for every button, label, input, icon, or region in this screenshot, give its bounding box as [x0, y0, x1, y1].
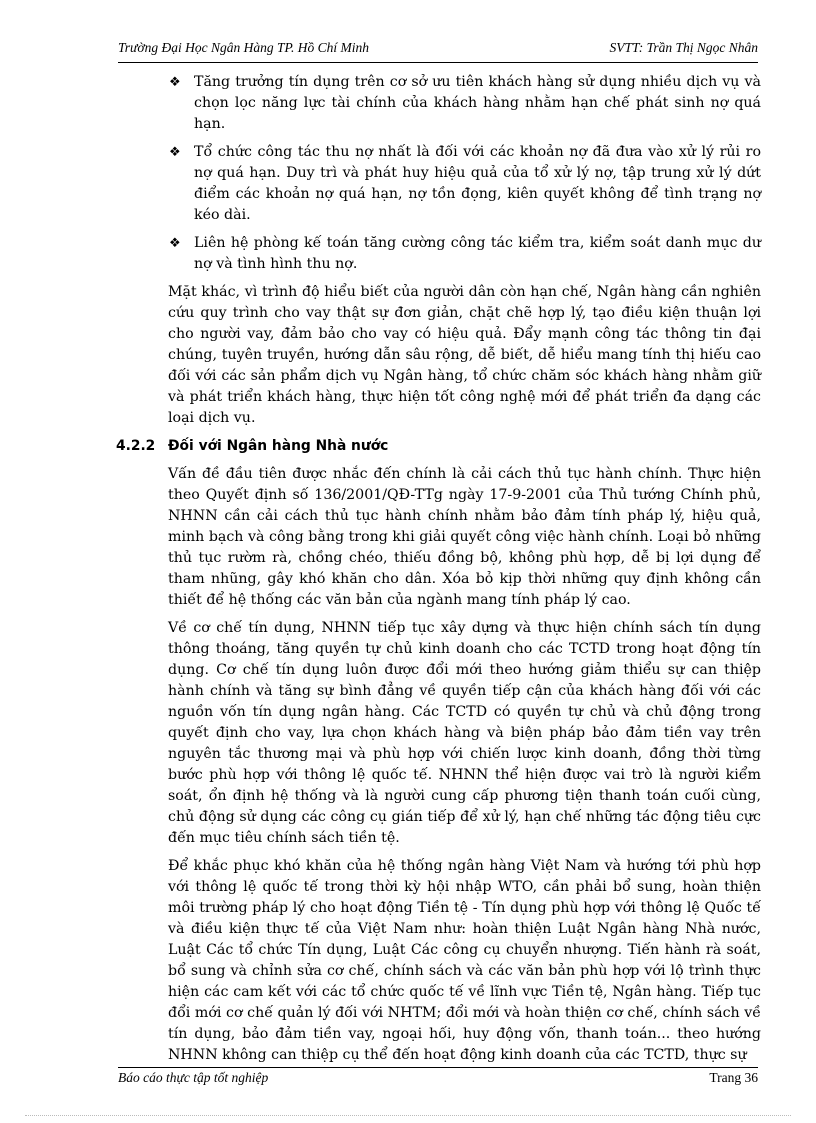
paragraph: Về cơ chế tín dụng, NHNN tiếp tục xây dựng và thực hiện chính sách tín dụng thông thoáng, tăng quyền tự chủ kinh doanh cho các TCTD trong hoạt động tín dụng. Cơ chế tín dụng luôn được đổi mới theo hướng giảm thiểu sự can thiệp hành chính và tăng sự bình đẳng về quyền tiếp cận của khách hàng đối với các nguồn vốn tín dụng ngân hàng. Các TCTD có quyền tự chủ và chủ động trong quyết định cho vay, lựa chọn khách hàng và biện pháp bảo đảm tiền vay trên nguyên tắc thương mại và phù hợp với chiến lược kinh doanh, đồng thời từng bước phù hợp với thông lệ quốc tế. NHNN thể hiện được vai trò là người kiểm soát, ổn định hệ thống và là người cung cấp phương tiện thanh toán cuối cùng, chủ động sử dụng các công cụ gián tiếp để xử lý, hạn chế những tác động tiêu cực đến mục tiêu chính sách tiền tệ. — [168, 620, 761, 846]
list-item — [116, 142, 761, 226]
page-body — [116, 72, 761, 1073]
footer-divider — [118, 1067, 758, 1068]
diamond-bullet-icon: ❖ — [169, 75, 181, 90]
diamond-bullet-icon: ❖ — [169, 236, 181, 251]
list-item — [116, 233, 761, 275]
paragraph: Để khắc phục khó khăn của hệ thống ngân hàng Việt Nam và hướng tới phù hợp với thông lệ quốc tế trong thời kỳ hội nhập WTO, cần phải bổ sung, hoàn thiện môi trường pháp lý cho hoạt động Tiền tệ - Tín dụng phù hợp với thông lệ Quốc tế và điều kiện thực tế của Việt Nam như: hoàn thiện Luật Ngân hàng Nhà nước, Luật Các tổ chức Tín dụng, Luật Các công cụ chuyển nhượng. Tiến hành rà soát, bổ sung và chỉnh sửa cơ chế, chính sách và các văn bản phù hợp với lộ trình thực hiện các cam kết với các tổ chức quốc tế về lĩnh vực Tiền tệ, Ngân hàng. Tiếp tục đổi mới cơ chế quản lý đối với NHTM; đổi mới và hoàn thiện cơ chế, chính sách về tín dụng, bảo đảm tiền vay, ngoại hối, huy động vốn, thanh toán... theo hướng NHNN không can thiệp cụ thể đến hoạt động kinh doanh của các TCTD, thực sự — [168, 858, 761, 1063]
bullet-text: Tổ chức công tác thu nợ nhất là đối với các khoản nợ đã đưa vào xử lý rủi ro nợ quá hạn. Duy trì và phát huy hiệu quả của tổ xử lý nợ, tập trung xử lý dứt điểm các khoản nợ quá hạn, nợ tồn đọng, kiên quyết không để tình trạng nợ kéo dài. — [194, 144, 761, 223]
list-item — [116, 72, 761, 135]
footer-report-title: Báo cáo thực tập tốt nghiệp — [118, 1070, 269, 1085]
paragraph: Vấn đề đầu tiên được nhắc đến chính là cải cách thủ tục hành chính. Thực hiện theo Quyết định số 136/2001/QĐ-TTg ngày 17-9-2001 của Thủ tướng Chính phủ, NHNN cần cải cách thủ tục hành chính nhằm bảo đảm tính pháp lý, hiệu quả, minh bạch và công bằng trong khi giải quyết công việc hành chính. Loại bỏ những thủ tục rườm rà, chồng chéo, thiếu đồng bộ, không phù hợp, dễ bị lợi dụng để tham nhũng, gây khó khăn cho dân. Xóa bỏ kịp thời những quy định không cần thiết để hệ thống các văn bản của ngành mang tính pháp lý cao. — [168, 466, 761, 608]
bullet-text: Tăng trưởng tín dụng trên cơ sở ưu tiên khách hàng sử dụng nhiều dịch vụ và chọn lọc năng lực tài chính của khách hàng nhằm hạn chế phát sinh nợ quá hạn. — [194, 74, 761, 132]
section-title: Đối với Ngân hàng Nhà nước — [168, 438, 389, 454]
bullet-text: Liên hệ phòng kế toán tăng cường công tác kiểm tra, kiểm soát danh mục dư nợ và tình hình thu nợ. — [194, 235, 761, 272]
page-bottom-divider — [25, 1115, 791, 1116]
page-number: Trang 36 — [709, 1070, 758, 1085]
section-number: 4.2.2 — [116, 438, 156, 454]
page-footer — [118, 1070, 758, 1090]
header-school: Trường Đại Học Ngân Hàng TP. Hồ Chí Minh — [118, 40, 369, 55]
section-heading — [116, 436, 761, 457]
diamond-bullet-icon: ❖ — [169, 145, 181, 160]
paragraph: Mặt khác, vì trình độ hiểu biết của người dân còn hạn chế, Ngân hàng cần nghiên cứu quy trình cho vay thật sự đơn giản, chặt chẽ hợp lý, tạo điều kiện thuận lợi cho người vay, đảm bảo cho vay có hiệu quả. Đẩy mạnh công tác thông tin đại chúng, tuyên truyền, hướng dẫn sâu rộng, dễ biết, dễ hiểu mang tính thị hiếu cao đối với các sản phẩm dịch vụ Ngân hàng, tổ chức chăm sóc khách hàng nhằm giữ và phát triển khách hàng, thực hiện tốt công nghệ mới để phát triển đa dạng các loại dịch vụ. — [168, 284, 761, 426]
page-header — [118, 38, 758, 63]
bullet-list — [116, 72, 761, 275]
header-student: SVTT: Trần Thị Ngọc Nhân — [609, 40, 758, 55]
